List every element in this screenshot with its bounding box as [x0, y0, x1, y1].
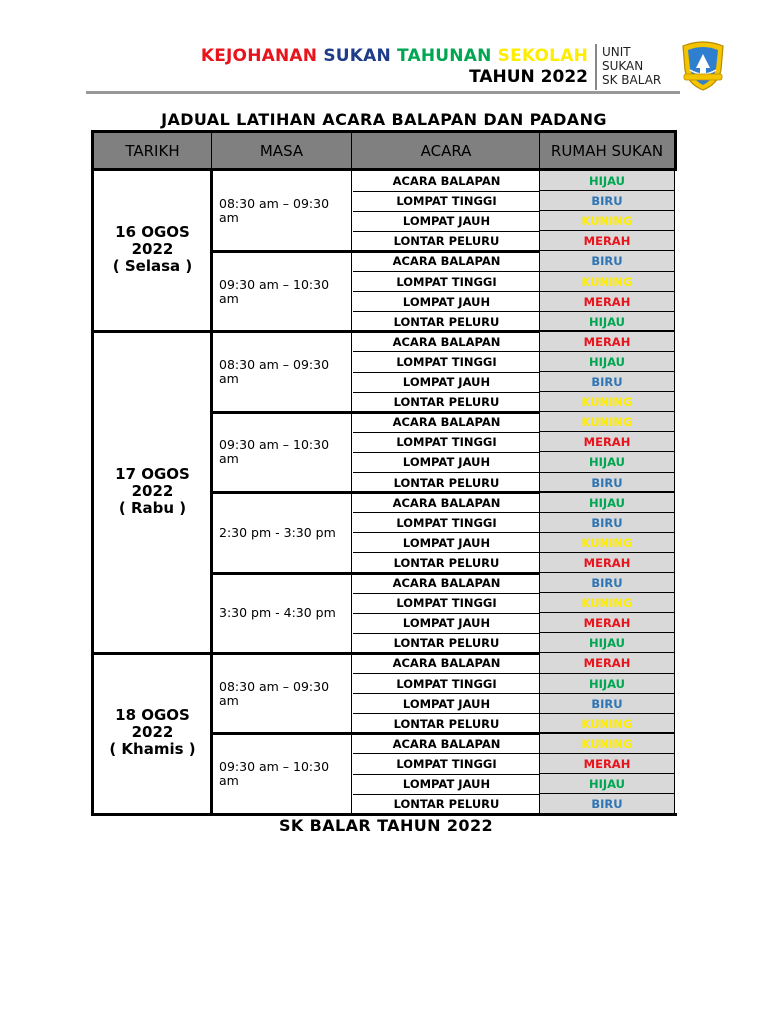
house-cell: KUNING [581, 415, 633, 430]
event-cell: LONTAR PELURU [393, 636, 500, 651]
header-masa: MASA [259, 142, 304, 160]
event-cell: ACARA BALAPAN [392, 254, 501, 269]
house-cell: MERAH [583, 756, 631, 771]
house-cell: BIRU [591, 475, 623, 490]
header-title [201, 46, 588, 66]
date-line: 17 OGOS [115, 464, 190, 483]
footer-text: SK BALAR TAHUN 2022 [278, 816, 494, 835]
header-divider [595, 44, 597, 90]
event-cell: ACARA BALAPAN [392, 495, 501, 510]
date-cell [94, 707, 211, 758]
event-cell: ACARA BALAPAN [392, 174, 501, 188]
event-cell: LOMPAT JAUH [402, 535, 491, 550]
time-cell: 09:30 am – 10:30 am [219, 276, 330, 306]
event-cell: LOMPAT TINGGI [396, 515, 497, 530]
column-rule [674, 171, 675, 813]
column-rule [351, 171, 352, 813]
date-line: 2022 [131, 481, 174, 500]
table-frame-right [674, 130, 677, 171]
house-cell: MERAH [583, 435, 631, 450]
event-cell: ACARA BALAPAN [392, 656, 501, 671]
event-cell: LOMPAT TINGGI [396, 435, 497, 450]
header-year: TAHUN 2022 [469, 67, 588, 87]
school-crest-logo [680, 40, 726, 92]
date-line: 18 OGOS [115, 705, 190, 724]
house-cell: KUNING [581, 395, 633, 410]
column-rule [539, 171, 540, 813]
house-cell: KUNING [581, 214, 633, 229]
date-line: ( Rabu ) [118, 498, 187, 517]
time-cell: 09:30 am – 10:30 am [219, 437, 330, 467]
header-separator [539, 133, 540, 169]
event-cell: LOMPAT TINGGI [396, 676, 497, 691]
unit-label [602, 45, 661, 87]
event-cell: ACARA BALAPAN [392, 736, 501, 751]
time-cell: 09:30 am – 10:30 am [219, 759, 330, 788]
event-cell: ACARA BALAPAN [392, 334, 501, 349]
date-line: ( Khamis ) [109, 739, 196, 758]
date-line: 16 OGOS [115, 223, 190, 242]
header-tarikh: TARIKH [125, 142, 180, 160]
house-cell: HIJAU [588, 636, 626, 651]
event-cell: ACARA BALAPAN [392, 415, 501, 430]
time-cell: 08:30 am – 09:30 am [219, 196, 330, 226]
house-cell: BIRU [591, 194, 623, 209]
house-cell: MERAH [583, 616, 631, 631]
event-cell: LOMPAT TINGGI [396, 354, 497, 369]
time-cell: 3:30 pm - 4:30 pm [219, 605, 336, 621]
house-cell: HIJAU [588, 676, 626, 691]
document-title: JADUAL LATIHAN ACARA BALAPAN DAN PADANG [161, 110, 607, 129]
event-cell: LOMPAT TINGGI [396, 596, 497, 611]
event-cell: LOMPAT TINGGI [396, 194, 497, 209]
column-rule [210, 171, 213, 813]
unit-line: SUKAN [602, 59, 644, 73]
event-cell: LOMPAT JAUH [402, 455, 491, 470]
time-cell: 2:30 pm - 3:30 pm [219, 524, 336, 540]
house-cell: KUNING [581, 535, 633, 550]
event-cell: LOMPAT JAUH [402, 696, 491, 711]
house-cell: MERAH [583, 234, 631, 249]
house-cell: MERAH [583, 656, 631, 671]
event-cell: LOMPAT TINGGI [396, 274, 497, 289]
house-cell: HIJAU [588, 314, 626, 329]
event-cell: LOMPAT JAUH [402, 777, 491, 791]
date-line: 2022 [131, 722, 174, 741]
header-separator [351, 133, 352, 169]
event-cell: LOMPAT JAUH [402, 214, 491, 229]
house-cell: KUNING [581, 736, 633, 751]
house-cell: BIRU [591, 515, 623, 530]
header-title-word: TAHUNAN [397, 46, 492, 66]
house-cell: HIJAU [588, 174, 626, 188]
date-line: 2022 [131, 240, 174, 259]
house-cell: KUNING [581, 596, 633, 611]
house-cell: HIJAU [588, 455, 626, 470]
event-cell: LONTAR PELURU [393, 234, 500, 249]
header-rule [86, 91, 680, 94]
header-rumah-sukan: RUMAH SUKAN [550, 142, 664, 160]
unit-line: SK BALAR [602, 73, 662, 87]
event-cell: LONTAR PELURU [393, 475, 500, 490]
date-cell [94, 466, 211, 517]
header-separator [211, 133, 212, 169]
event-cell: LONTAR PELURU [393, 797, 500, 812]
house-cell: BIRU [591, 797, 623, 812]
header-acara: ACARA [420, 142, 472, 160]
header-title-word: SUKAN [323, 46, 391, 66]
event-cell: LOMPAT JAUH [402, 294, 491, 309]
house-cell: HIJAU [588, 354, 626, 369]
house-cell: MERAH [583, 294, 631, 309]
time-cell: 08:30 am – 09:30 am [219, 357, 330, 386]
house-cell: BIRU [591, 576, 623, 590]
house-cell: KUNING [581, 716, 633, 731]
house-cell: HIJAU [588, 777, 626, 791]
event-cell: LONTAR PELURU [393, 555, 500, 570]
event-cell: ACARA BALAPAN [392, 576, 501, 590]
house-cell: MERAH [583, 555, 631, 570]
time-cell: 08:30 am – 09:30 am [219, 678, 330, 708]
house-cell: HIJAU [588, 495, 626, 510]
event-cell: LONTAR PELURU [393, 395, 500, 410]
date-cell [94, 224, 211, 275]
house-cell: KUNING [581, 274, 633, 289]
date-line: ( Selasa ) [112, 257, 193, 276]
event-cell: LOMPAT TINGGI [396, 756, 497, 771]
event-cell: LOMPAT JAUH [402, 375, 491, 389]
event-cell: LONTAR PELURU [393, 314, 500, 329]
unit-line: UNIT [602, 45, 631, 59]
house-cell: BIRU [591, 254, 623, 269]
house-cell: BIRU [591, 375, 623, 389]
header-title-word: KEJOHANAN [200, 46, 318, 66]
event-cell: LOMPAT JAUH [402, 616, 491, 631]
header-title-word: SEKOLAH [497, 46, 588, 66]
event-cell: LONTAR PELURU [393, 716, 500, 731]
house-cell: BIRU [591, 696, 623, 711]
schedule-table [91, 130, 677, 816]
house-cell: MERAH [583, 334, 631, 349]
